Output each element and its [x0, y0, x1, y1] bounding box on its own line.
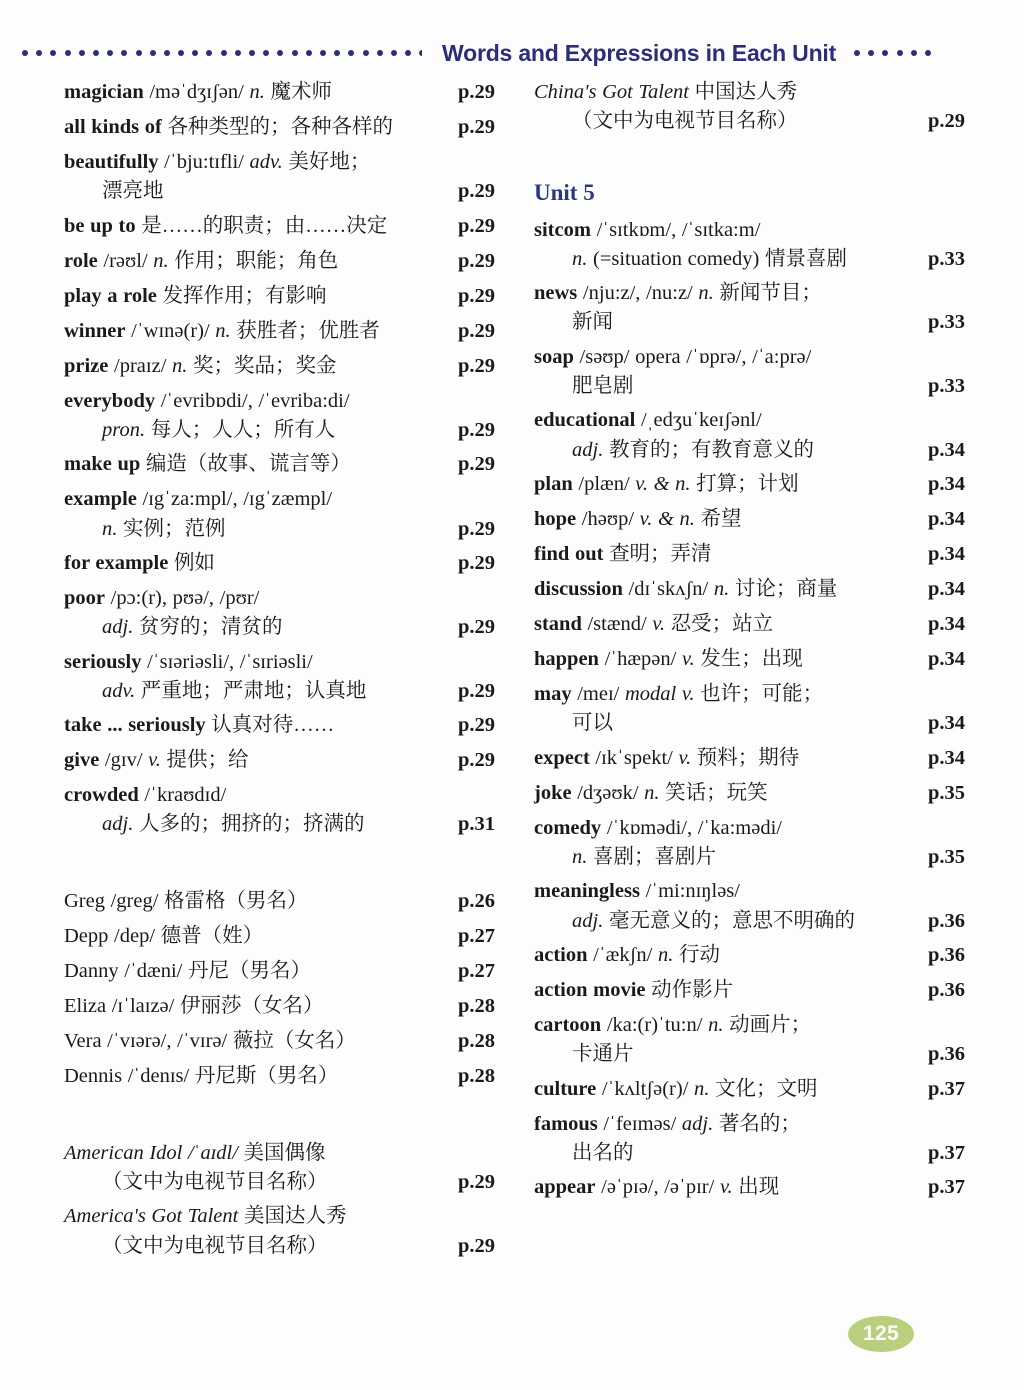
entry-page-reference: p.34 — [928, 543, 966, 566]
section-gap — [64, 845, 516, 887]
entry-text — [64, 922, 458, 951]
entry-page-reference: p.26 — [458, 889, 496, 912]
entry-line-primary: prize /praɪz/ n. 奖；奖品；奖金 — [64, 354, 337, 377]
dictionary-entry — [534, 343, 986, 402]
dictionary-entry — [64, 992, 516, 1022]
entry-text — [534, 78, 928, 137]
entry-text — [64, 781, 458, 840]
entry-line-continuation: n. (=situation comedy) 情景喜剧 — [572, 247, 847, 270]
entry-line-primary: China's Got Talent 中国达人秀 — [534, 81, 798, 103]
entry-text — [534, 610, 928, 639]
entry-text — [64, 78, 458, 107]
entry-page-reference: p.29 — [458, 453, 496, 476]
dictionary-entry — [534, 1110, 986, 1169]
dictionary-entry — [534, 941, 986, 971]
dictionary-entry — [64, 247, 516, 277]
entry-line-primary: Depp /dep/ 德普（姓） — [64, 924, 264, 947]
entry-line-primary: Danny /ˈdæni/ 丹尼（男名） — [64, 959, 311, 982]
entry-text — [534, 1011, 928, 1070]
dictionary-entry — [64, 1139, 516, 1198]
entry-line-primary: happen /ˈhæpən/ v. 发生；出现 — [534, 648, 803, 671]
entry-line-primary: hope /həʊp/ v. & n. 希望 — [534, 508, 742, 531]
entry-line-primary: for example 例如 — [64, 551, 215, 574]
entry-page-reference: p.34 — [928, 508, 966, 531]
header-dot — [107, 50, 113, 56]
entry-text — [534, 877, 928, 936]
header-dot — [65, 50, 71, 56]
entry-line-primary: all kinds of 各种类型的；各种各样的 — [64, 116, 393, 138]
entry-page-reference: p.31 — [458, 813, 496, 836]
entry-text — [534, 680, 928, 739]
entry-text — [534, 216, 928, 275]
header-dot — [93, 50, 99, 56]
dictionary-entry — [534, 645, 986, 675]
entry-text — [64, 992, 458, 1021]
header-dot — [292, 50, 298, 56]
entry-page-reference: p.29 — [458, 354, 496, 377]
dictionary-entry — [64, 922, 516, 952]
entry-page-reference: p.28 — [458, 1029, 496, 1052]
entry-line-primary: meaningless /ˈmi:nɪŋləs/ — [534, 880, 740, 903]
entry-text — [534, 470, 928, 499]
entry-line-primary: be up to 是……的职责；由……决定 — [64, 214, 388, 237]
entry-line-primary: make up 编造（故事、谎言等） — [64, 453, 351, 476]
entry-text — [534, 645, 928, 674]
dictionary-entry — [534, 744, 986, 774]
dictionary-entry — [534, 1011, 986, 1070]
entry-line-primary: America's Got Talent 美国达人秀 — [64, 1205, 347, 1228]
entry-page-reference: p.34 — [928, 712, 966, 735]
unit-heading: Unit 5 — [534, 179, 595, 205]
header-dot — [419, 50, 422, 56]
header-dot — [391, 50, 397, 56]
dictionary-entry — [534, 279, 986, 338]
entry-page-reference: p.28 — [458, 994, 496, 1017]
entry-page-reference: p.35 — [928, 845, 966, 868]
entry-page-reference: p.34 — [928, 648, 966, 671]
left-column — [64, 78, 516, 1266]
page-number: 125 — [863, 1322, 899, 1345]
header-dot — [925, 50, 931, 56]
header-dot — [178, 50, 184, 56]
entry-line-primary: expect /ɪkˈspekt/ v. 预料；期待 — [534, 746, 800, 769]
entry-text — [64, 247, 458, 276]
entry-text — [64, 957, 458, 986]
entry-line-primary: soap /səʊp/ opera /ˈɒprə/, /ˈa:prə/ — [534, 345, 812, 368]
dictionary-entry — [64, 485, 516, 544]
dictionary-entry — [64, 352, 516, 382]
dictionary-entry — [64, 781, 516, 840]
entry-text — [534, 941, 928, 970]
entry-page-reference: p.29 — [458, 551, 496, 574]
dictionary-entry — [64, 113, 516, 143]
entry-line-primary: Dennis /ˈdenɪs/ 丹尼斯（男名） — [64, 1064, 339, 1087]
entry-line-primary: seriously /ˈsɪəriəsli/, /ˈsɪriəsli/ — [64, 650, 313, 673]
entry-page-reference: p.34 — [928, 613, 966, 636]
vocabulary-list-left — [64, 78, 516, 840]
entry-line-continuation: n. 喜剧；喜剧片 — [572, 845, 716, 868]
entry-line-primary: action /ˈækʃn/ n. 行动 — [534, 943, 720, 966]
dictionary-entry — [534, 680, 986, 739]
header-dot — [221, 50, 227, 56]
program-titles-list-right — [534, 78, 986, 137]
dictionary-entry — [64, 1202, 516, 1261]
entry-page-reference: p.34 — [928, 746, 966, 769]
entry-page-reference: p.29 — [458, 517, 496, 540]
entry-line-continuation: 卡通片 — [572, 1043, 634, 1066]
entry-line-primary: plan /plæn/ v. & n. 打算；计划 — [534, 473, 799, 496]
right-column — [534, 78, 986, 1208]
entry-line-primary: cartoon /ka:(r)ˈtu:n/ n. 动画片； — [534, 1013, 812, 1036]
entry-text — [64, 549, 458, 578]
entry-page-reference: p.29 — [458, 749, 496, 772]
header-dot — [136, 50, 142, 56]
header-dot — [263, 50, 269, 56]
entry-text — [64, 113, 458, 142]
entry-line-primary: action movie 动作影片 — [534, 978, 734, 1001]
entry-line-primary: play a role 发挥作用；有影响 — [64, 284, 327, 307]
entry-text — [534, 575, 928, 604]
entry-text — [64, 212, 458, 241]
entry-text — [64, 450, 458, 479]
entry-page-reference: p.29 — [458, 1234, 496, 1257]
entry-text — [534, 779, 928, 808]
dictionary-entry — [534, 575, 986, 605]
entry-line-primary: culture /ˈkʌltʃə(r)/ n. 文化；文明 — [534, 1077, 818, 1100]
entry-line-primary: appear /əˈpɪə/, /əˈpɪr/ v. 出现 — [534, 1176, 780, 1199]
entry-line-continuation: adj. 贫穷的；清贫的 — [102, 616, 283, 639]
dictionary-entry — [64, 1027, 516, 1057]
entry-page-reference: p.27 — [458, 924, 496, 947]
entry-page-reference: p.29 — [458, 319, 496, 342]
header-dot — [249, 50, 255, 56]
dictionary-entry — [534, 1173, 986, 1203]
program-titles-list-left — [64, 1139, 516, 1261]
entry-page-reference: p.27 — [458, 959, 496, 982]
entry-text — [64, 148, 458, 207]
header-dot — [121, 50, 127, 56]
header-dot — [36, 50, 42, 56]
entry-line-primary: news /nju:z/, /nu:z/ n. 新闻节目； — [534, 282, 822, 305]
entry-page-reference: p.29 — [458, 116, 496, 138]
dictionary-entry — [64, 957, 516, 987]
entry-page-reference: p.28 — [458, 1064, 496, 1087]
entry-line-primary: magician /məˈdʒɪʃən/ n. 魔术师 — [64, 81, 332, 103]
header-dot — [882, 50, 888, 56]
entry-text — [534, 406, 928, 465]
entry-line-primary: American Idol /ˈaɪdl/ 美国偶像 — [64, 1141, 326, 1164]
dictionary-entry — [64, 584, 516, 643]
entry-page-reference: p.29 — [458, 418, 496, 441]
dictionary-entry — [534, 78, 986, 137]
entry-line-continuation: （文中为电视节目名称） — [572, 110, 798, 133]
entry-line-continuation: 新闻 — [572, 311, 613, 334]
dictionary-entry — [534, 976, 986, 1006]
entry-line-primary: may /meɪ/ modal v. 也许；可能； — [534, 683, 824, 706]
header-dot — [911, 50, 917, 56]
dictionary-entry — [64, 78, 516, 108]
header-dot — [150, 50, 156, 56]
entry-text — [534, 814, 928, 873]
entry-line-continuation: adj. 教育的；有教育意义的 — [572, 438, 814, 461]
dictionary-entry — [64, 212, 516, 242]
vocabulary-list-right — [534, 216, 986, 1204]
header-dot — [363, 50, 369, 56]
entry-text — [534, 540, 928, 569]
entry-page-reference: p.36 — [928, 1043, 966, 1066]
header-dot — [50, 50, 56, 56]
header-dot — [854, 50, 860, 56]
entry-line-primary: take ... seriously 认真对待…… — [64, 714, 335, 737]
header-dot — [897, 50, 903, 56]
entry-line-primary: stand /stænd/ v. 忍受；站立 — [534, 613, 774, 636]
header-dot — [868, 50, 874, 56]
entry-line-continuation: adv. 严重地；严肃地；认真地 — [102, 679, 367, 702]
entry-line-primary: poor /pɔ:(r), pʊə/, /pʊr/ — [64, 586, 260, 609]
entry-line-continuation: pron. 每人；人人；所有人 — [102, 418, 336, 441]
header-dot — [206, 50, 212, 56]
dictionary-entry — [64, 549, 516, 579]
entry-text — [64, 711, 458, 740]
entry-line-continuation: （文中为电视节目名称） — [102, 1171, 328, 1194]
dictionary-entry — [64, 1062, 516, 1092]
dictionary-entry — [64, 711, 516, 741]
entry-text — [64, 746, 458, 775]
entry-line-primary: famous /ˈfeɪməs/ adj. 著名的； — [534, 1112, 801, 1135]
dictionary-entry — [64, 648, 516, 707]
entry-text — [534, 505, 928, 534]
entry-page-reference: p.33 — [928, 375, 966, 398]
proper-names-list-left — [64, 887, 516, 1092]
header-dot — [164, 50, 170, 56]
entry-line-primary: give /gɪv/ v. 提供；给 — [64, 749, 249, 772]
entry-page-reference: p.29 — [928, 110, 966, 133]
entry-page-reference: p.37 — [928, 1077, 966, 1100]
entry-page-reference: p.29 — [458, 714, 496, 737]
section-gap — [534, 142, 986, 172]
entry-line-primary: role /rəʊl/ n. 作用；职能；角色 — [64, 249, 339, 272]
entry-line-primary: example /ɪgˈza:mpl/, /ɪgˈzæmpl/ — [64, 488, 333, 511]
dictionary-entry — [534, 505, 986, 535]
dictionary-entry — [64, 148, 516, 207]
dictionary-entry — [64, 450, 516, 480]
dictionary-entry — [534, 779, 986, 809]
entry-line-primary: comedy /ˈkɒmədi/, /ˈka:mədi/ — [534, 816, 782, 839]
dictionary-entry — [534, 470, 986, 500]
header-dot — [79, 50, 85, 56]
dictionary-entry — [64, 282, 516, 312]
dictionary-entry — [64, 387, 516, 446]
entry-text — [64, 887, 458, 916]
entry-line-continuation: 肥皂剧 — [572, 375, 634, 398]
entry-page-reference: p.29 — [458, 679, 496, 702]
entry-text — [64, 317, 458, 346]
entry-line-continuation: adj. 毫无意义的；意思不明确的 — [572, 909, 855, 932]
entry-line-primary: crowded /ˈkraʊdɪd/ — [64, 784, 227, 807]
header-dot — [22, 50, 28, 56]
entry-page-reference: p.33 — [928, 247, 966, 270]
entry-line-primary: Greg /greg/ 格雷格（男名） — [64, 889, 308, 912]
dictionary-entry — [64, 887, 516, 917]
dictionary-entry — [534, 406, 986, 465]
entry-line-continuation: 漂亮地 — [102, 180, 164, 203]
entry-text — [64, 387, 458, 446]
header-dot — [192, 50, 198, 56]
entry-page-reference: p.29 — [458, 81, 496, 103]
header-dot — [235, 50, 241, 56]
entry-text — [64, 1062, 458, 1091]
entry-page-reference: p.36 — [928, 943, 966, 966]
entry-line-primary: Vera /ˈvɪərə/, /ˈvɪrə/ 薇拉（女名） — [64, 1029, 356, 1052]
header-dot — [277, 50, 283, 56]
entry-page-reference: p.37 — [928, 1176, 966, 1199]
header-dot — [348, 50, 354, 56]
dictionary-entry — [64, 746, 516, 776]
entry-text — [64, 352, 458, 381]
dictionary-entry — [534, 540, 986, 570]
header-dot — [306, 50, 312, 56]
dictionary-entry — [534, 877, 986, 936]
dictionary-entry — [534, 1075, 986, 1105]
entry-text — [64, 1202, 458, 1261]
entry-page-reference: p.34 — [928, 438, 966, 461]
entry-page-reference: p.37 — [928, 1141, 966, 1164]
entry-page-reference: p.29 — [458, 214, 496, 237]
entry-text — [64, 584, 458, 643]
header-dot — [320, 50, 326, 56]
entry-line-primary: winner /ˈwɪnə(r)/ n. 获胜者；优胜者 — [64, 319, 380, 342]
entry-text — [64, 485, 458, 544]
page-header — [0, 36, 1024, 70]
entry-page-reference: p.34 — [928, 473, 966, 496]
dictionary-entry — [534, 610, 986, 640]
entry-text — [64, 1027, 458, 1056]
entry-line-continuation: n. 实例；范例 — [102, 517, 226, 540]
entry-line-primary: discussion /dɪˈskʌʃn/ n. 讨论；商量 — [534, 578, 838, 601]
page-number-badge — [848, 1316, 914, 1352]
entry-text — [534, 1110, 928, 1169]
header-dot — [405, 50, 411, 56]
entry-page-reference: p.33 — [928, 311, 966, 334]
dictionary-entry — [534, 814, 986, 873]
entry-text — [534, 279, 928, 338]
header-dot — [377, 50, 383, 56]
entry-text — [534, 1075, 928, 1104]
page-title: Words and Expressions in Each Unit — [442, 39, 837, 66]
section-gap — [64, 1097, 516, 1139]
entry-page-reference: p.34 — [928, 578, 966, 601]
entry-text — [64, 282, 458, 311]
entry-line-primary: Eliza /ɪˈlaɪzə/ 伊丽莎（女名） — [64, 994, 324, 1017]
entry-line-primary: joke /dʒəʊk/ n. 笑话；玩笑 — [534, 781, 768, 804]
entry-text — [534, 343, 928, 402]
entry-text — [534, 976, 928, 1005]
header-dot — [334, 50, 340, 56]
entry-line-primary: beautifully /ˈbju:tɪfli/ adv. 美好地； — [64, 151, 371, 173]
entry-page-reference: p.29 — [458, 1171, 496, 1194]
entry-page-reference: p.29 — [458, 284, 496, 307]
entry-line-primary: educational /ˌedʒuˈkeɪʃənl/ — [534, 409, 762, 432]
dictionary-entry — [64, 317, 516, 347]
entry-text — [64, 1139, 458, 1198]
entry-line-primary: find out 查明；弄清 — [534, 543, 712, 566]
header-dots-right — [854, 36, 974, 70]
entry-text — [534, 744, 928, 773]
entry-line-continuation: 可以 — [572, 712, 613, 735]
entry-line-continuation: adj. 人多的；拥挤的；挤满的 — [102, 813, 365, 836]
entry-page-reference: p.29 — [458, 616, 496, 639]
entry-page-reference: p.29 — [458, 249, 496, 272]
entry-page-reference: p.36 — [928, 909, 966, 932]
entry-text — [534, 1173, 928, 1202]
entry-page-reference: p.36 — [928, 978, 966, 1001]
entry-page-reference: p.29 — [458, 180, 496, 203]
entry-line-continuation: （文中为电视节目名称） — [102, 1234, 328, 1257]
entry-line-primary: everybody /ˈevribɒdi/, /ˈevriba:di/ — [64, 389, 350, 412]
entry-page-reference: p.35 — [928, 781, 966, 804]
entry-text — [64, 648, 458, 707]
dictionary-entry — [534, 216, 986, 275]
entry-line-primary: sitcom /ˈsɪtkɒm/, /ˈsɪtka:m/ — [534, 218, 761, 241]
header-dots-left — [22, 36, 422, 70]
entry-line-continuation: 出名的 — [572, 1141, 634, 1164]
